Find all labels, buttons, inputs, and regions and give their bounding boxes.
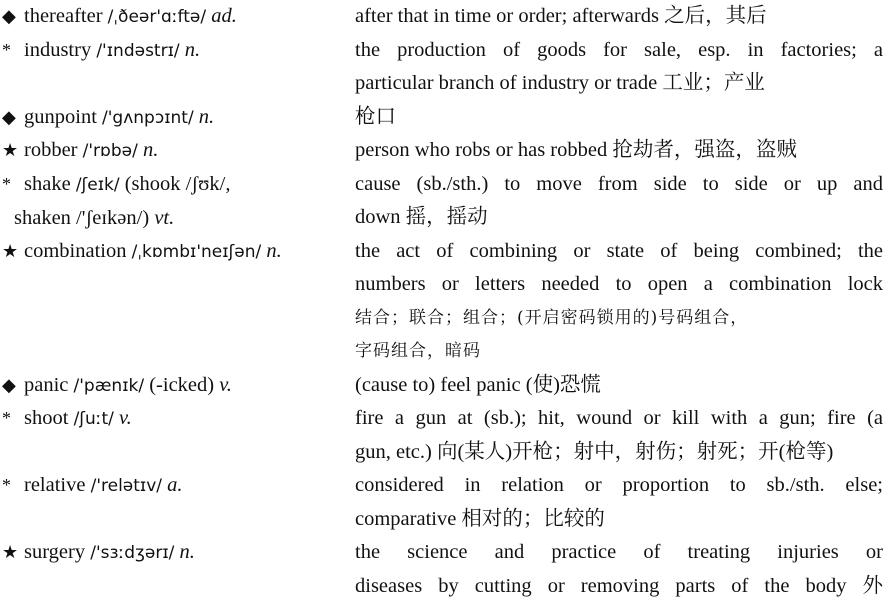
definition-line: cause (sb./sth.) to move from side to side or up and [355,172,883,195]
word: combination [24,239,127,262]
definition-line: numbers or letters needed to open a combination lock [355,273,883,295]
definition [355,0,883,34]
headword [2,168,342,236]
word: industry [24,38,92,61]
star-icon: ★ [2,140,19,160]
part-of-speech: n. [266,239,282,262]
definition [355,168,883,235]
part-of-speech: v. [219,373,232,396]
word: surgery [24,541,86,563]
definition-line: person who robs or has robbed 抢劫者，强盗，盗贼 [355,139,797,161]
word: thereafter [24,5,103,27]
part-of-speech: a. [167,474,183,496]
definition-line: (cause to) feel panic (使)恐慌 [355,373,601,396]
definition [355,369,883,403]
definition-line: 枪口 [355,105,396,128]
part-of-speech: vt. [154,207,175,229]
headword [2,235,342,270]
pronunciation: /ˌðeər'ɑːftə/ [107,7,207,27]
definition-line: fire a gun at (sb.); hit, wound or kill with a gun; fire (a [355,407,883,429]
headword [2,101,342,136]
asterisk-icon: * [2,475,11,495]
inflection: (shook /ʃʊk/, [124,172,231,195]
headword [2,369,342,404]
definition [355,536,883,603]
word: relative [24,474,86,496]
pronunciation: /'gʌnpɔɪnt/ [102,107,194,128]
diamond-icon: ◆ [2,374,16,395]
headword-line2 [2,202,342,236]
pronunciation: /'ɪndəstrɪ/ [96,40,180,61]
inflection: (-icked) [149,373,215,396]
star-icon: ★ [2,240,19,261]
diamond-icon: ◆ [2,106,16,127]
star-icon: ★ [2,542,19,562]
pronunciation: /'rɒbə/ [82,141,138,161]
pronunciation: /'pænɪk/ [73,375,145,396]
part-of-speech: ad. [211,5,237,27]
definition-line: the science and practice of treating injuries or [355,541,883,563]
pronunciation: /'sɜːdʒərɪ/ [90,543,175,563]
part-of-speech: n. [179,541,195,563]
definition-line: after that in time or order; afterwards 之后，其后 [355,5,767,27]
word: gunpoint [24,105,97,128]
pronunciation: /'relətɪv/ [90,476,163,496]
headword [2,0,342,35]
diamond-icon: ◆ [2,6,16,26]
definition-line: 结合；联合；组合；(开启密码锁用的)号码组合， [355,307,749,328]
headword [2,402,342,437]
definition [355,469,883,536]
part-of-speech: n. [142,139,159,161]
headword [2,134,342,169]
word: shoot [24,407,69,429]
definition-line: gun, etc.) 向(某人)开枪；射中，射伤；射死；开(枪等) [355,440,834,463]
pronunciation: /ˌkɒmbɪ'neɪʃən/ [131,241,262,262]
definition-line: down 摇，摇动 [355,206,488,228]
definition-line: comparative 相对的；比较的 [355,507,605,530]
definition [355,34,883,101]
pronunciation: /ʃuːt/ [73,409,114,429]
definition-line: particular branch of industry or trade 工业；产业 [355,72,765,94]
word: panic [24,373,69,396]
headword [2,34,342,69]
definition [355,402,883,469]
part-of-speech: n. [184,38,201,61]
definition-line: diseases by cutting or removing parts of the body 外 [355,574,883,597]
definition [355,134,883,168]
asterisk-icon: * [2,408,11,428]
word: robber [24,139,78,161]
part-of-speech: n. [198,105,215,128]
definition-line: considered in relation or proportion to sb./sth. else; [355,474,883,496]
definition [355,101,883,135]
asterisk-icon: * [2,39,11,60]
part-of-speech: v. [119,407,132,429]
headword [2,536,342,571]
definition-line: 字码组合，暗码 [355,341,481,361]
definition-line: the production of goods for sale, esp. in factories; a [355,38,883,61]
inflection-continued: shaken /'ʃeɪkən/) [14,207,150,229]
headword [2,469,342,504]
word: shake [24,172,71,195]
definition [355,235,883,369]
asterisk-icon: * [2,173,11,194]
pronunciation: /ʃeɪk/ [75,174,120,195]
definition-line: the act of combining or state of being combined; the [355,239,883,262]
